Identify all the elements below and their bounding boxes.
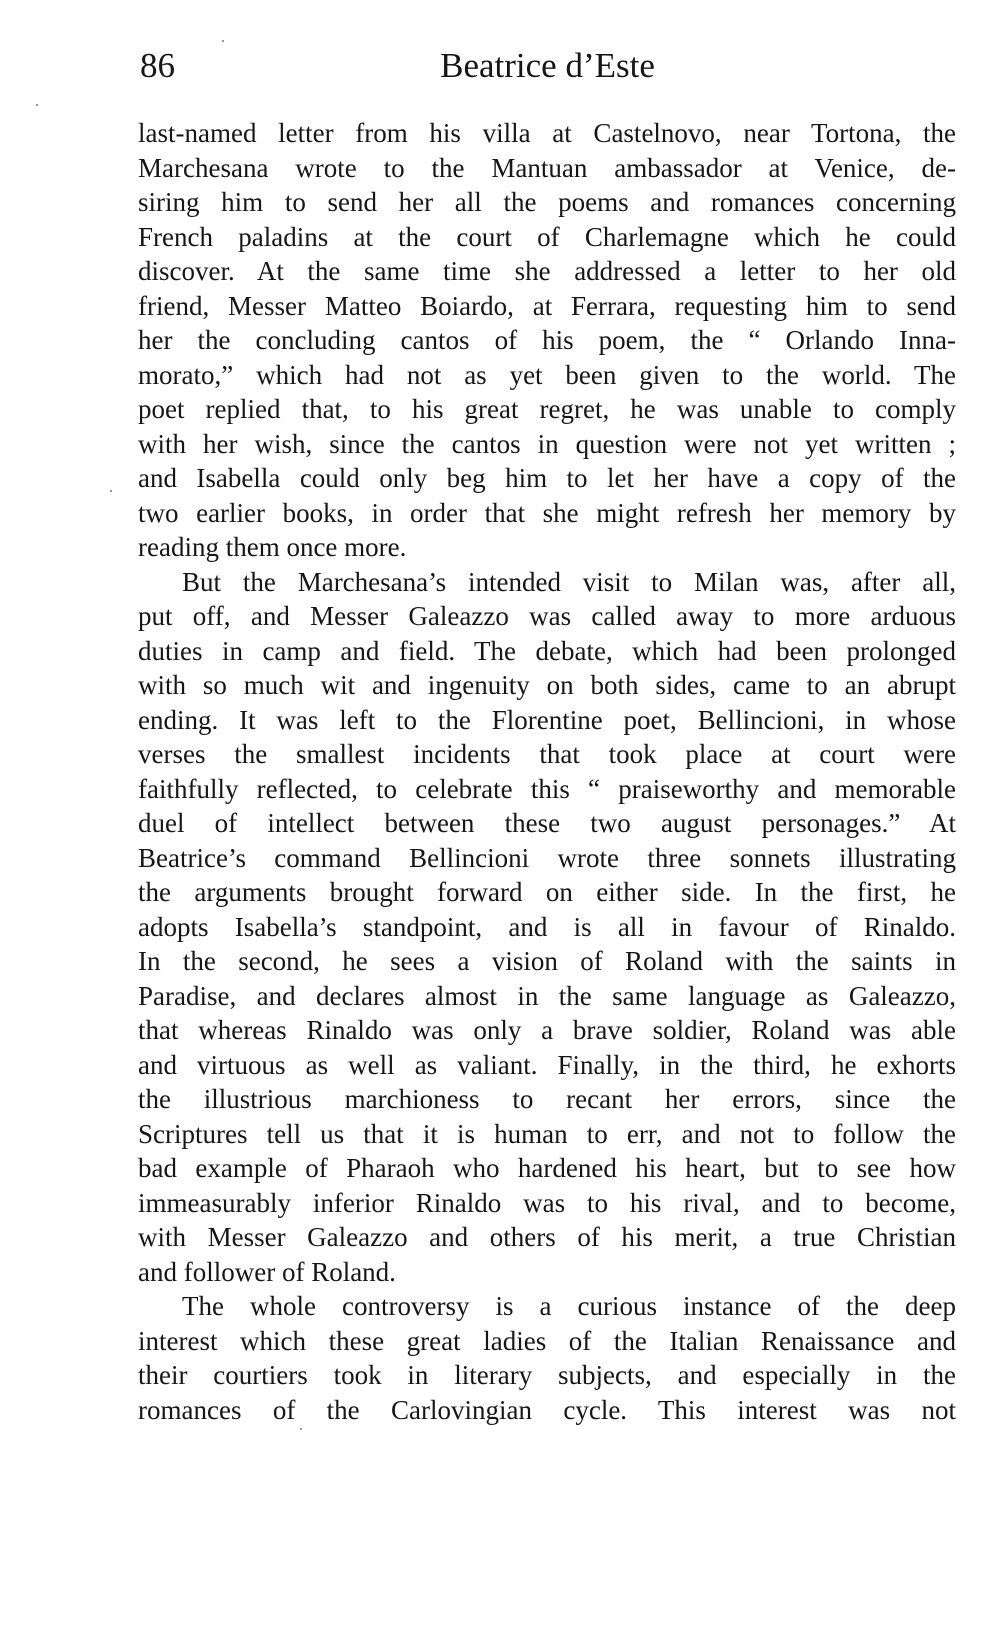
scan-speck xyxy=(36,104,38,106)
text-line: their courtiers took in literary subjects, and especially in the xyxy=(138,1360,956,1390)
text-line: romances of the Carlovingian cycle. This interest was not xyxy=(138,1394,956,1425)
text-line: poet replied that, to his great regret, he was unable to comply xyxy=(138,394,956,424)
text-line: Beatrice’s command Bellincioni wrote three sonnets illustrating xyxy=(138,842,956,873)
text-line: friend, Messer Matteo Boiardo, at Ferrara, requesting him to send xyxy=(138,290,956,321)
text-line: the arguments brought forward on either side. In the first, he xyxy=(138,877,956,907)
text-line: her the concluding cantos of his poem, the “ Orlando Inna- xyxy=(138,325,956,355)
paragraph-1 xyxy=(138,116,956,565)
text-line: Marchesana wrote to the Mantuan ambassador at Venice, de- xyxy=(138,152,956,183)
scan-speck xyxy=(300,1428,302,1430)
text-line: verses the smallest incidents that took place at court were xyxy=(138,739,956,769)
text-line: duel of intellect between these two august personages.” At xyxy=(138,808,956,838)
running-title: Beatrice d’Este xyxy=(440,46,655,85)
text-line: interest which these great ladies of the Italian Renaissance and xyxy=(138,1325,956,1356)
text-line: and virtuous as well as valiant. Finally, in the third, he exhorts xyxy=(138,1049,956,1080)
text-line: French paladins at the court of Charlemagne which he could xyxy=(138,221,956,252)
text-line: immeasurably inferior Rinaldo was to his rival, and to become, xyxy=(138,1187,956,1218)
text-line: In the second, he sees a vision of Roland with the saints in xyxy=(138,946,956,976)
text-line: that whereas Rinaldo was only a brave soldier, Roland was able xyxy=(138,1015,956,1045)
paragraph-2 xyxy=(138,565,956,1290)
text-line: But the Marchesana’s intended visit to Milan was, after all, xyxy=(182,566,956,597)
text-line: duties in camp and field. The debate, which had been prolonged xyxy=(138,635,956,666)
text-line: last-named letter from his villa at Castelnovo, near Tortona, the xyxy=(138,118,956,148)
text-line: adopts Isabella’s standpoint, and is all in favour of Rinaldo. xyxy=(138,911,956,942)
text-line: put off, and Messer Galeazzo was called away to more arduous xyxy=(138,601,956,631)
text-line: two earlier books, in order that she might refresh her memory by xyxy=(138,497,956,528)
text-line: discover. At the same time she addressed a letter to her old xyxy=(138,256,956,286)
text-line: with so much wit and ingenuity on both sides, came to an abrupt xyxy=(138,670,956,700)
page-number: 86 xyxy=(140,46,175,85)
scan-speck xyxy=(110,490,112,492)
text-line: morato,” which had not as yet been given to the world. The xyxy=(138,359,956,390)
scan-speck xyxy=(222,40,224,42)
text-line: the illustrious marchioness to recant her errors, since the xyxy=(138,1084,956,1114)
text-line: Paradise, and declares almost in the same language as Galeazzo, xyxy=(138,980,956,1011)
text-line: with Messer Galeazzo and others of his merit, a true Christian xyxy=(138,1222,956,1252)
text-line: reading them once more. xyxy=(138,532,407,562)
text-line: ending. It was left to the Florentine poet, Bellincioni, in whose xyxy=(138,704,956,735)
body-text xyxy=(138,116,956,1427)
running-head xyxy=(140,40,955,92)
text-line: and follower of Roland. xyxy=(138,1256,396,1287)
text-line: The whole controversy is a curious instance of the deep xyxy=(182,1291,956,1321)
text-line: with her wish, since the cantos in question were not yet written ; xyxy=(138,428,956,459)
text-line: Scriptures tell us that it is human to err, and not to follow the xyxy=(138,1118,956,1149)
text-line: siring him to send her all the poems and romances concerning xyxy=(138,187,956,217)
text-line: faithfully reflected, to celebrate this “ praiseworthy and memorable xyxy=(138,773,956,804)
text-line: bad example of Pharaoh who hardened his heart, but to see how xyxy=(138,1153,956,1183)
text-line: and Isabella could only beg him to let her have a copy of the xyxy=(138,463,956,493)
paragraph-3 xyxy=(138,1289,956,1427)
